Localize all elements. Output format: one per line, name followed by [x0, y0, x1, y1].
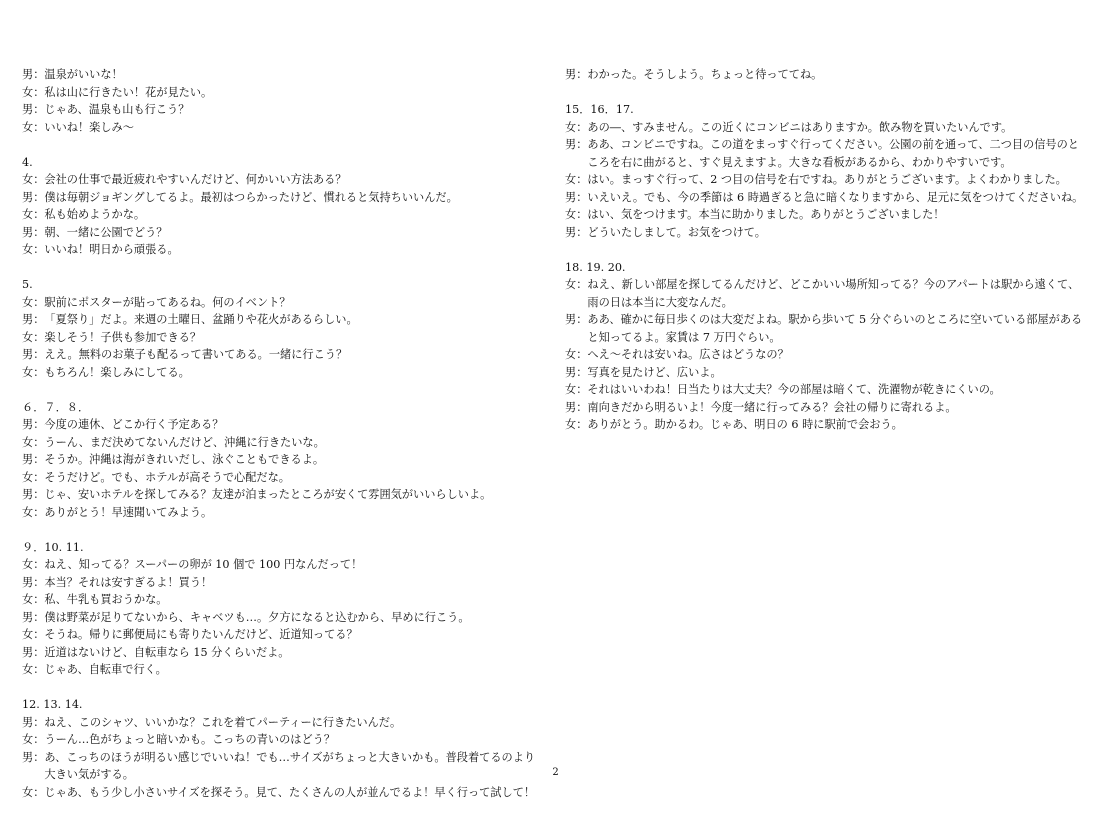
speaker-label: 男：: [565, 400, 588, 414]
dialogue-line: [565, 66, 1087, 84]
speaker-label: 女：: [565, 348, 588, 361]
dialogue-section: [22, 154, 544, 259]
speaker-label: 男：: [565, 365, 588, 379]
speaker-label: 女：: [22, 365, 45, 379]
page-number: 2: [552, 767, 559, 778]
dialogue-line: [22, 644, 544, 662]
dialogue-line: [22, 66, 544, 84]
speaker-label: 女：: [22, 295, 45, 309]
dialogue-text: いいね！楽しみ～: [44, 120, 134, 134]
speaker-label: 女：: [22, 435, 45, 449]
dialogue-line: [22, 224, 544, 242]
dialogue-text: はい。まっすぐ行って、2 つ目の信号を右ですね。ありがとうございます。よくわかりました。: [587, 173, 1067, 186]
dialogue-line: [22, 784, 544, 802]
dialogue-text: うーん…色がちょっと暗いかも。こっちの青いのはどう？: [44, 733, 336, 746]
dialogue-text: 温泉がいいな！: [44, 68, 123, 81]
dialogue-text: ああ、確かに毎日歩くのは大変だよね。駅から歩いて 5 分ぐらいのところに空いている部屋があると知ってるよ。家賃は 7 万円ぐらい。: [587, 313, 1083, 344]
dialogue-line: [22, 101, 544, 119]
dialogue-line: [22, 574, 544, 592]
dialogue-text: 本当？それは安すぎるよ！買う！: [44, 575, 213, 589]
speaker-label: 男：: [22, 610, 45, 624]
dialogue-text: はい、気をつけます。本当に助かりました。ありがとうございました！: [587, 208, 945, 221]
section-number: 5.: [22, 278, 33, 291]
dialogue-section: [565, 66, 1087, 84]
dialogue-text: うーん、まだ決めてないんだけど、沖縄に行きたいな。: [44, 435, 325, 449]
dialogue-text: へえ～それは安いね。広さはどうなの？: [587, 348, 789, 361]
speaker-label: 男：: [22, 453, 45, 466]
dialogue-text: 今度の連休、どこか行く予定ある？: [44, 418, 224, 431]
dialogue-section: [565, 101, 1087, 241]
dialogue-line: [22, 294, 544, 312]
speaker-label: 男：: [565, 225, 588, 239]
dialogue-section: [22, 696, 544, 801]
section-number: 18. 19. 20.: [565, 260, 626, 274]
dialogue-section: [565, 259, 1087, 434]
dialogue-line: [22, 591, 544, 609]
dialogue-line: [565, 189, 1087, 207]
dialogue-text: じゃあ、自転車で行く。: [44, 663, 167, 676]
speaker-label: 女：: [22, 593, 45, 606]
speaker-label: 男：: [22, 313, 45, 326]
dialogue-text: ねえ、知ってる？スーパーの卵が 10 個で 100 円なんだって！: [44, 558, 363, 571]
dialogue-text: あの―、すみません。この近くにコンビニはありますか。飲み物を買いたいんです。: [587, 120, 1013, 134]
dialogue-line: [22, 434, 544, 452]
dialogue-line: [565, 416, 1087, 434]
dialogue-line: [565, 346, 1087, 364]
speaker-label: 女：: [22, 173, 45, 186]
dialogue-text: 近道はないけど、自転車なら 15 分くらいだよ。: [44, 645, 290, 659]
speaker-label: 女：: [22, 208, 45, 221]
dialogue-text: ありがとう！早速聞いてみよう。: [44, 505, 213, 519]
dialogue-line: [22, 189, 544, 207]
dialogue-text: 楽しそう！子供も参加できる？: [44, 330, 202, 344]
section-number: ９．10. 11.: [22, 540, 84, 554]
dialogue-line: [565, 119, 1087, 137]
dialogue-text: どういたしまして。お気をつけて。: [587, 225, 766, 239]
dialogue-line: [22, 469, 544, 487]
speaker-label: 女：: [565, 383, 588, 396]
dialogue-text: じゃ、安いホテルを探してみる？友達が泊まったところが安くて雰囲気がいいらしいよ。: [44, 488, 492, 501]
section-number: ６．７．８．: [22, 400, 90, 414]
dialogue-text: 僕は毎朝ジョギングしてるよ。最初はつらかったけど、慣れると気持ちいいんだ。: [44, 190, 458, 204]
dialogue-text: じゃあ、もう少し小さいサイズを探そう。見て、たくさんの人が並んでるよ！早く行って試して！: [44, 785, 536, 799]
dialogue-line: [22, 661, 544, 679]
dialogue-line: [22, 119, 544, 137]
speaker-label: 男：: [22, 348, 45, 361]
speaker-label: 女：: [22, 628, 45, 641]
speaker-label: 女：: [22, 120, 45, 134]
dialogue-text: ねえ、新しい部屋を探してるんだけど、どこかいい場所知ってる？今のアパートは駅から遠くて、雨の日は本当に大変なんだ。: [587, 278, 1080, 309]
right-column: [565, 66, 1087, 451]
dialogue-text: 僕は野菜が足りてないから、キャベツも…。夕方になると込むから、早めに行こう。: [44, 610, 470, 624]
dialogue-text: もちろん！楽しみにしてる。: [44, 365, 190, 379]
dialogue-text: そうだけど。でも、ホテルが高そうで心配だな。: [44, 470, 290, 484]
dialogue-line: [22, 486, 544, 504]
dialogue-line: [22, 504, 544, 522]
dialogue-line: [565, 381, 1087, 399]
dialogue-text: ねえ、このシャツ、いいかな？これを着てパーティーに行きたいんだ。: [44, 715, 402, 729]
dialogue-line: [22, 416, 544, 434]
dialogue-section: [22, 66, 544, 136]
dialogue-text: 私は山に行きたい！花が見たい。: [44, 85, 213, 99]
speaker-label: 男：: [22, 488, 45, 501]
dialogue-line: [565, 136, 1087, 171]
dialogue-text: あ、こっちのほうが明るい感じでいいね！でも…サイズがちょっと大きいかも。普段着てるのより大きい気がする。: [44, 750, 536, 781]
dialogue-line: [22, 346, 544, 364]
dialogue-line: [22, 609, 544, 627]
dialogue-line: [22, 749, 544, 784]
speaker-label: 男：: [22, 645, 45, 659]
dialogue-line: [22, 206, 544, 224]
dialogue-line: [22, 731, 544, 749]
speaker-label: 女：: [22, 663, 45, 676]
dialogue-line: [565, 171, 1087, 189]
dialogue-section: [22, 539, 544, 679]
dialogue-line: [565, 276, 1087, 311]
dialogue-line: [22, 556, 544, 574]
dialogue-line: [565, 364, 1087, 382]
dialogue-line: [565, 311, 1087, 346]
dialogue-text: そうね。帰りに郵便局にも寄りたいんだけど、近道知ってる？: [44, 628, 358, 641]
dialogue-text: それはいいわね！日当たりは大丈夫？今の部屋は暗くて、洗濯物が乾きにくいの。: [587, 383, 1001, 396]
dialogue-text: ありがとう。助かるわ。じゃあ、明日の 6 時に駅前で会おう。: [587, 418, 903, 431]
dialogue-text: 私も始めようかな。: [44, 208, 146, 221]
speaker-label: 男：: [565, 190, 588, 204]
dialogue-line: [22, 626, 544, 644]
dialogue-section: [22, 399, 544, 522]
section-number: 4.: [22, 155, 33, 169]
dialogue-line: [22, 329, 544, 347]
speaker-label: 男：: [22, 750, 45, 764]
dialogue-line: [565, 224, 1087, 242]
left-column: [22, 66, 544, 819]
dialogue-text: 「夏祭り」だよ。来週の土曜日、盆踊りや花火があるらしい。: [44, 313, 358, 326]
speaker-label: 男：: [22, 715, 45, 729]
speaker-label: 男：: [22, 575, 45, 589]
dialogue-line: [22, 714, 544, 732]
speaker-label: 女：: [565, 278, 588, 291]
dialogue-text: ええ。無料のお菓子も配るって書いてある。一緒に行こう？: [44, 348, 348, 361]
speaker-label: 女：: [22, 558, 45, 571]
speaker-label: 女：: [22, 505, 45, 519]
speaker-label: 男：: [22, 103, 45, 116]
dialogue-text: 私、牛乳も買おうかな。: [44, 593, 168, 606]
dialogue-text: ああ、コンビニですね。この道をまっすぐ行ってください。公園の前を通って、二つ目の信号のところを右に曲がると、すぐ見えますよ。大きな看板があるから、わかりやすいです。: [587, 138, 1079, 169]
speaker-label: 女：: [22, 330, 45, 344]
speaker-label: 女：: [22, 785, 45, 799]
speaker-label: 男：: [22, 68, 45, 81]
section-number: 15．16．17.: [565, 103, 634, 116]
speaker-label: 男：: [565, 138, 588, 151]
dialogue-section: [22, 276, 544, 381]
speaker-label: 男：: [22, 418, 45, 431]
dialogue-text: じゃあ、温泉も山も行こう？: [44, 103, 190, 116]
speaker-label: 女：: [565, 173, 588, 186]
dialogue-text: わかった。そうしよう。ちょっと待っててね。: [587, 68, 823, 81]
speaker-label: 男：: [565, 313, 588, 326]
dialogue-line: [22, 451, 544, 469]
speaker-label: 女：: [565, 208, 588, 221]
speaker-label: 男：: [565, 68, 588, 81]
section-number: 12. 13. 14.: [22, 698, 83, 711]
dialogue-line: [22, 311, 544, 329]
speaker-label: 女：: [22, 470, 45, 484]
speaker-label: 女：: [565, 120, 588, 134]
dialogue-text: いいね！明日から頑張る。: [44, 243, 179, 256]
dialogue-text: 写真を見たけど、広いよ。: [587, 365, 722, 379]
dialogue-text: 朝、一緒に公園でどう？: [44, 225, 168, 239]
dialogue-text: 南向きだから明るいよ！今度一緒に行ってみる？会社の帰りに寄れるよ。: [587, 400, 957, 414]
speaker-label: 女：: [22, 733, 45, 746]
dialogue-line: [22, 364, 544, 382]
speaker-label: 男：: [22, 190, 45, 204]
dialogue-line: [22, 84, 544, 102]
dialogue-line: [565, 206, 1087, 224]
dialogue-text: いえいえ。でも、今の季節は 6 時過ぎると急に暗くなりますから、足元に気をつけてくださいね。: [587, 190, 1084, 204]
speaker-label: 男：: [22, 225, 45, 239]
speaker-label: 女：: [22, 85, 45, 99]
dialogue-line: [22, 241, 544, 259]
dialogue-line: [22, 171, 544, 189]
speaker-label: 女：: [22, 243, 45, 256]
speaker-label: 女：: [565, 418, 588, 431]
dialogue-text: そうか。沖縄は海がきれいだし、泳ぐこともできるよ。: [44, 453, 325, 466]
dialogue-text: 会社の仕事で最近疲れやすいんだけど、何かいい方法ある？: [44, 173, 347, 186]
dialogue-line: [565, 399, 1087, 417]
dialogue-text: 駅前にポスターが貼ってあるね。何のイベント？: [44, 295, 291, 309]
